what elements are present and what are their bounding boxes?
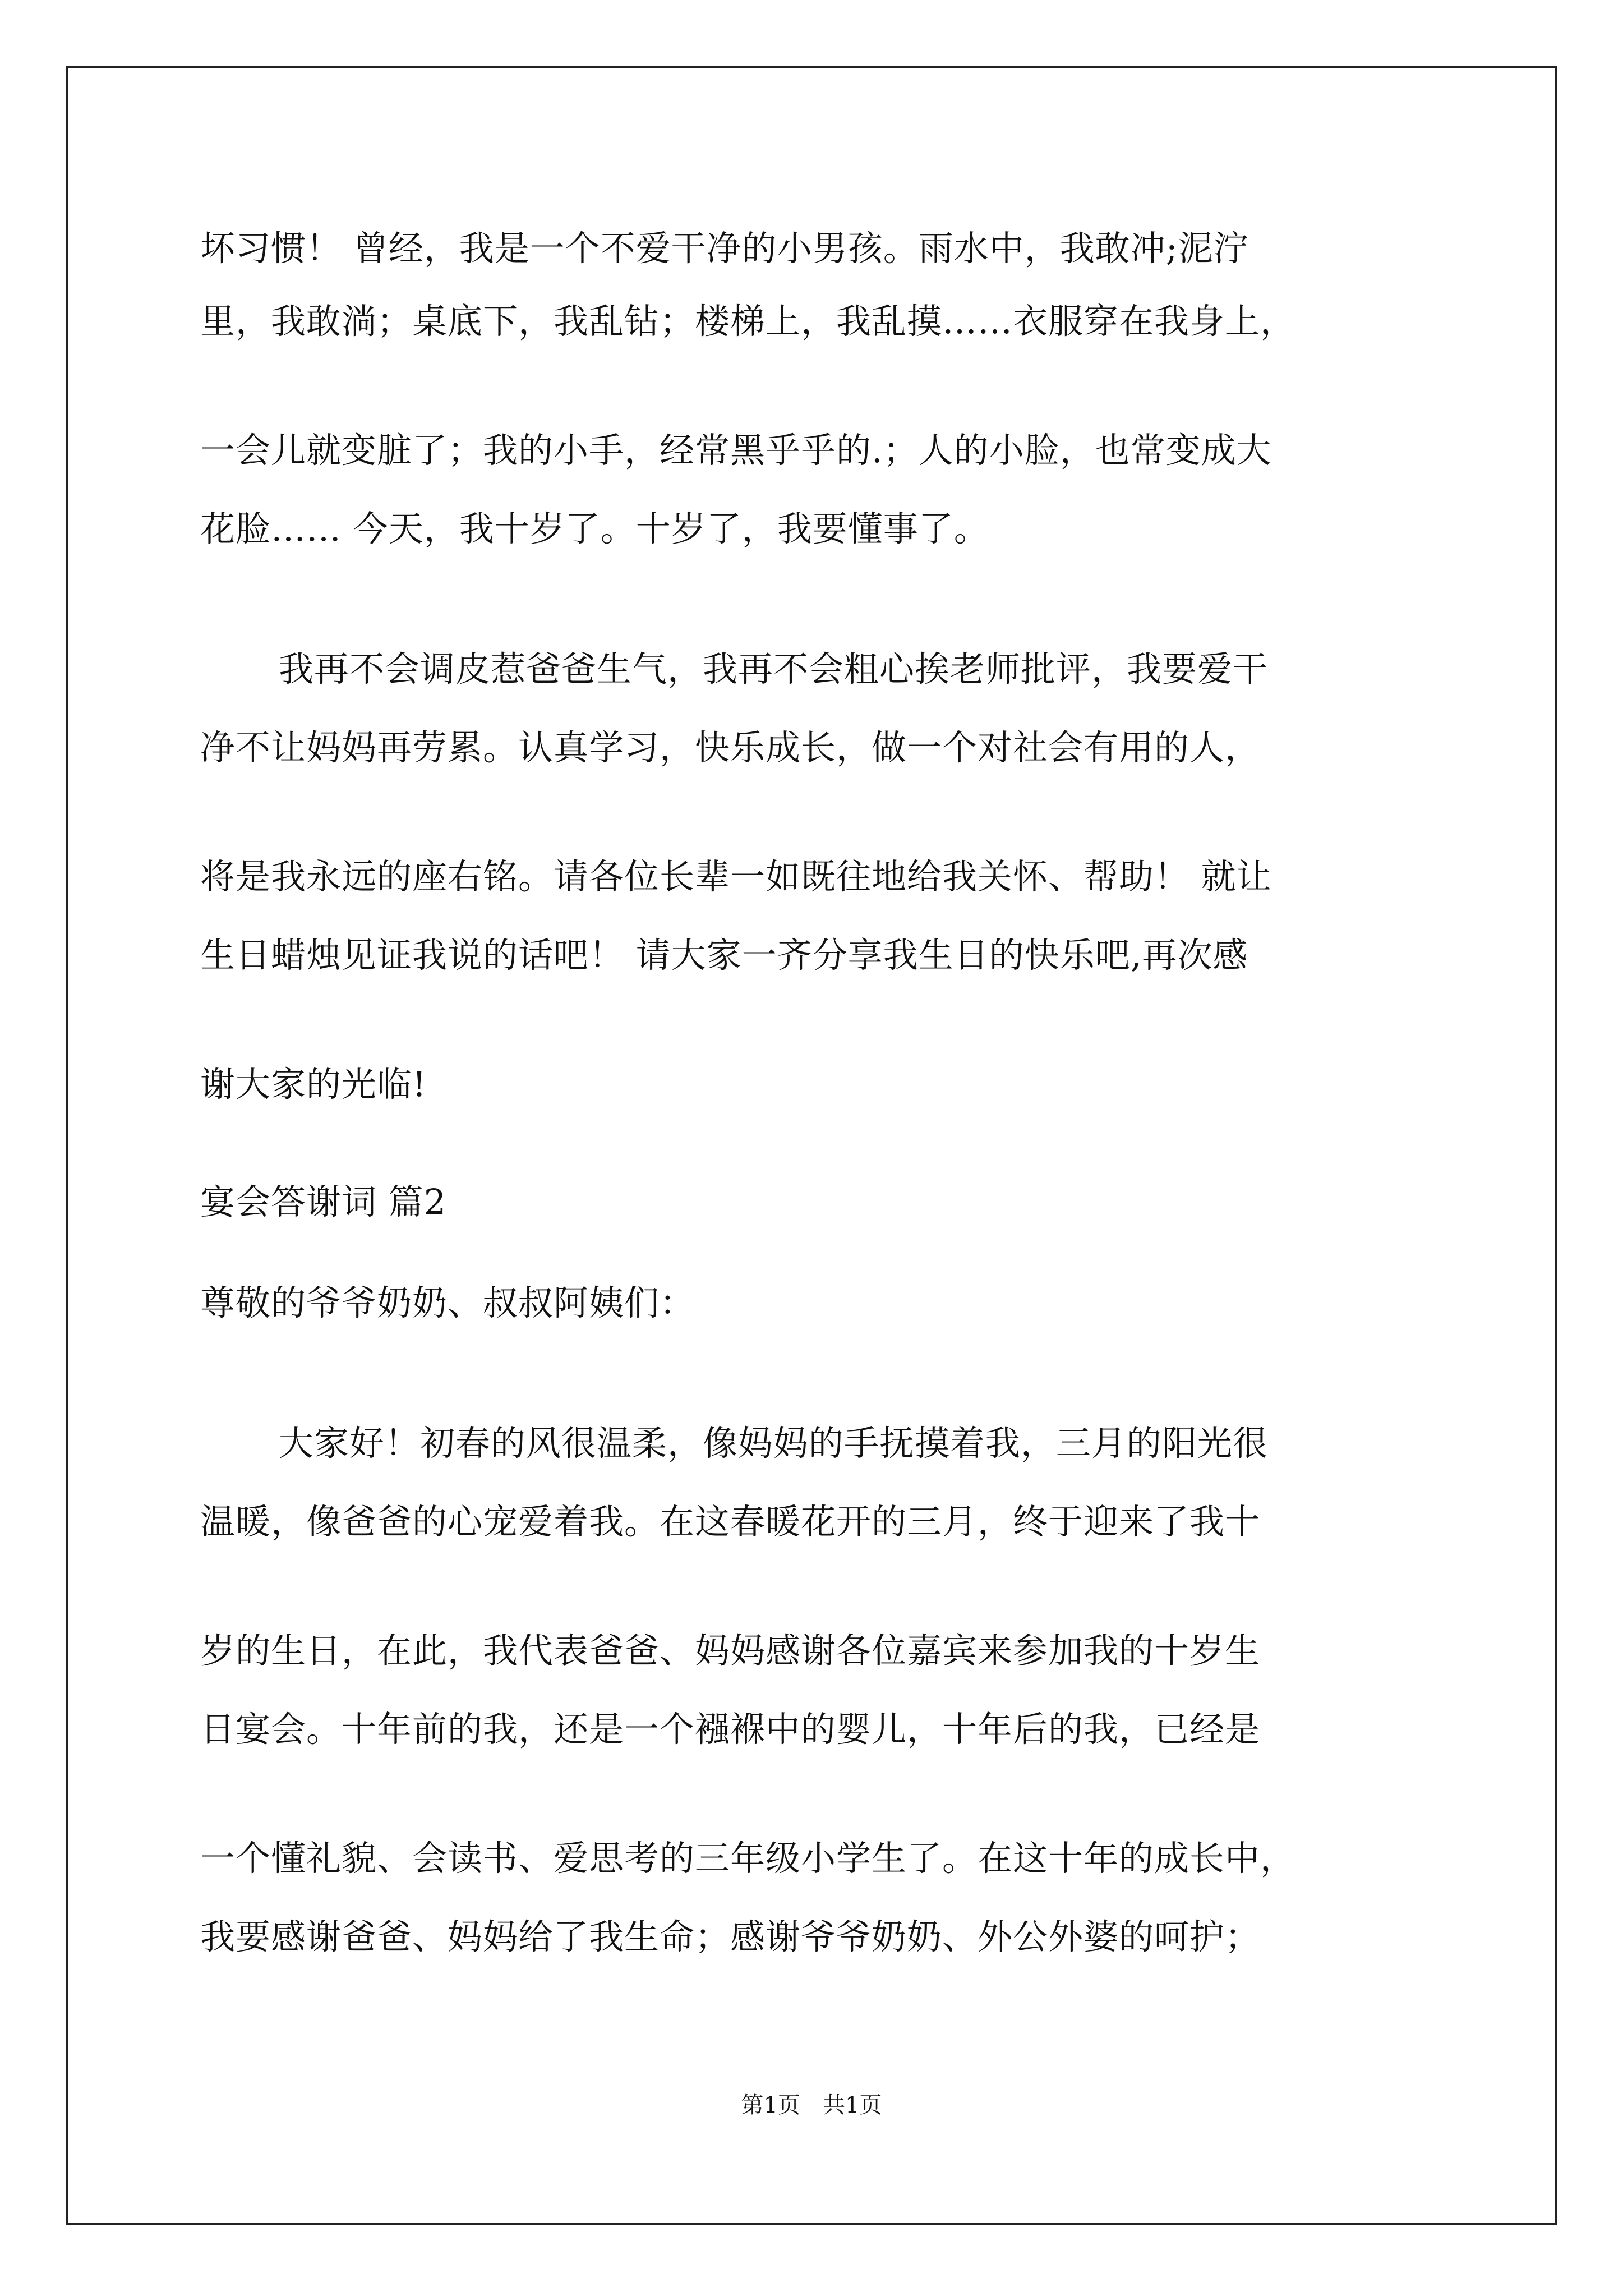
text-line: 日宴会。十年前的我，还是一个襁褓中的婴儿，十年后的我，已经是 <box>200 1709 1261 1750</box>
page-footer <box>0 2091 1623 2119</box>
page-total: 共1页 <box>823 2092 882 2118</box>
text-line-indented: 大家好！初春的风很温柔，像妈妈的手抚摸着我，三月的阳光很 <box>279 1423 1269 1464</box>
page-border <box>66 66 1557 2225</box>
text-line: 坏习惯！ 曾经，我是一个不爱干净的小男孩。雨水中，我敢冲;泥泞 <box>200 228 1249 269</box>
text-line-indented: 我再不会调皮惹爸爸生气，我再不会粗心挨老师批评，我要爱干 <box>279 648 1269 689</box>
text-line: 花脸…… 今天，我十岁了。十岁了，我要懂事了。 <box>200 508 989 549</box>
salutation: 尊敬的爷爷奶奶、叔叔阿姨们： <box>200 1282 695 1323</box>
text-line: 岁的生日，在此，我代表爸爸、妈妈感谢各位嘉宾来参加我的十岁生 <box>200 1630 1261 1671</box>
text-line: 谢大家的光临! <box>200 1064 427 1105</box>
text-line: 生日蜡烛见证我说的话吧！ 请大家一齐分享我生日的快乐吧,再次感 <box>200 935 1248 976</box>
text-line: 温暖，像爸爸的心宠爱着我。在这春暖花开的三月，终于迎来了我十 <box>200 1501 1261 1542</box>
text-line: 净不让妈妈再劳累。认真学习，快乐成长，做一个对社会有用的人， <box>200 727 1261 768</box>
section-heading: 宴会答谢词 篇2 <box>200 1181 447 1222</box>
text-line: 我要感谢爸爸、妈妈给了我生命；感谢爷爷奶奶、外公外婆的呵护； <box>200 1916 1261 1957</box>
text-line: 一会儿就变脏了；我的小手，经常黑乎乎的.；人的小脸，也常变成大 <box>200 430 1272 471</box>
page-number: 第1页 <box>741 2092 800 2118</box>
text-line: 里，我敢淌；桌底下，我乱钻；楼梯上，我乱摸……衣服穿在我身上， <box>200 301 1296 342</box>
text-line: 一个懂礼貌、会读书、爱思考的三年级小学生了。在这十年的成长中， <box>200 1838 1296 1879</box>
text-line: 将是我永远的座右铭。请各位长辈一如既往地给我关怀、帮助！ 就让 <box>200 856 1272 897</box>
